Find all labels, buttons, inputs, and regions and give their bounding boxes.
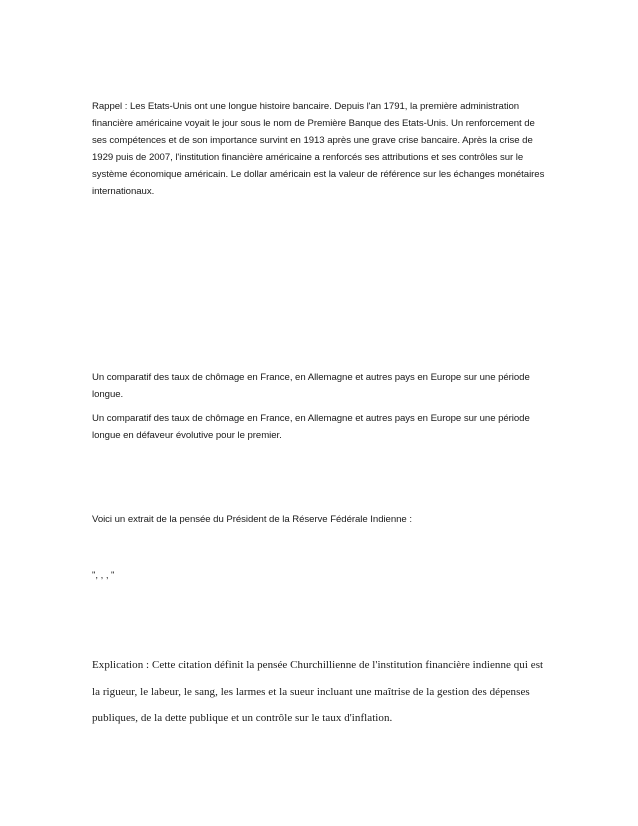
- paragraph-comparatif-2: Un comparatif des taux de chômage en France, en Allemagne et autres pays en Europe sur une période longue en défaveur évolutive pour le premier.: [92, 413, 530, 441]
- paragraph-extrait: Voici un extrait de la pensée du Président de la Réserve Fédérale Indienne :: [92, 514, 412, 525]
- paragraph-comparatif-1: Un comparatif des taux de chômage en France, en Allemagne et autres pays en Europe sur une période longue.: [92, 372, 530, 400]
- paragraph-explication: Explication : Cette citation définit la pensée Churchillienne de l'institution financière indienne qui est la rigueur, le labeur, le sang, les larmes et la sueur incluant une maîtrise de la gestion des dépenses publiques, de la dette publique et un contrôle sur le taux d'inflation.: [92, 659, 544, 724]
- paragraph-citation: ", , , ": [92, 570, 115, 581]
- paragraph-rappel: Rappel : Les Etats-Unis ont une longue histoire bancaire. Depuis l'an 1791, la première administration financière américaine voyait le jour sous le nom de Première Banque des Etats-Unis. Un renforcement de ses compétences et de son importance survint en 1913 après une grave crise bancaire. Après la crise de 1929 puis de 2007, l'institution financière américaine a renforcés ses attributions et ses contrôles sur le système économique américain. Le dollar américain est la valeur de référence sur les échanges monétaires internationaux.: [92, 101, 545, 197]
